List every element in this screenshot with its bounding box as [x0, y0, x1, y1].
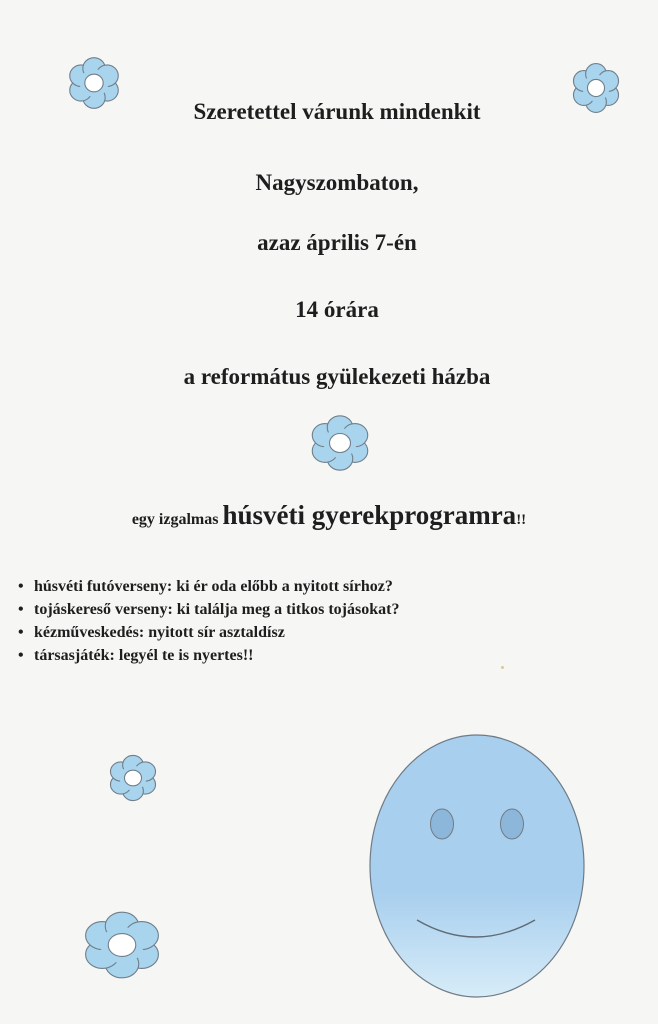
- flower-center: [85, 74, 103, 92]
- headline-suffix: !!: [516, 512, 527, 528]
- flower-petals: [86, 912, 159, 978]
- list-item: [18, 644, 578, 667]
- list-item-text: kézműveskedés: nyitott sír asztaldísz: [34, 624, 285, 641]
- paper-speck: [501, 666, 504, 669]
- bullet-icon: •: [18, 624, 24, 641]
- list-item-text: tojáskereső verseny: ki találja meg a titkos tojásokat?: [34, 601, 400, 618]
- smiley-face-icon: [367, 732, 587, 1000]
- bullet-icon: •: [18, 647, 24, 664]
- list-item: [18, 598, 578, 621]
- list-item-text: társasjáték: legyél te is nyertes!!: [34, 647, 254, 664]
- program-headline: [0, 500, 658, 531]
- invitation-line-3: azaz április 7-én: [257, 230, 417, 255]
- program-list: [18, 575, 578, 667]
- flower-center: [587, 79, 604, 96]
- bullet-icon: •: [18, 578, 24, 595]
- list-item: [18, 575, 578, 598]
- flower-icon: [107, 754, 159, 802]
- face-outline: [370, 735, 584, 997]
- bullet-icon: •: [18, 601, 24, 618]
- flower-petals: [110, 755, 155, 800]
- list-item: [18, 621, 578, 644]
- invitation-line-1: Szeretettel várunk mindenkit: [193, 99, 481, 124]
- invitation-line-2: Nagyszombaton,: [255, 170, 419, 195]
- right-eye: [501, 809, 524, 839]
- flower-center: [124, 770, 141, 786]
- flower-icon: [80, 910, 164, 980]
- headline-prefix: egy izgalmas: [131, 511, 219, 528]
- flower-center: [330, 434, 351, 453]
- flower-center: [108, 934, 136, 957]
- invitation-line-4: 14 órára: [295, 297, 379, 322]
- list-item-text: húsvéti futóverseny: ki ér oda előbb a nyitott sírhoz?: [34, 578, 393, 595]
- flower-petals: [312, 416, 367, 470]
- headline-main: húsvéti gyerekprogramra: [222, 500, 517, 530]
- invitation-line-5: a református gyülekezeti házba: [183, 364, 491, 389]
- flower-icon: [308, 414, 372, 472]
- left-eye: [431, 809, 454, 839]
